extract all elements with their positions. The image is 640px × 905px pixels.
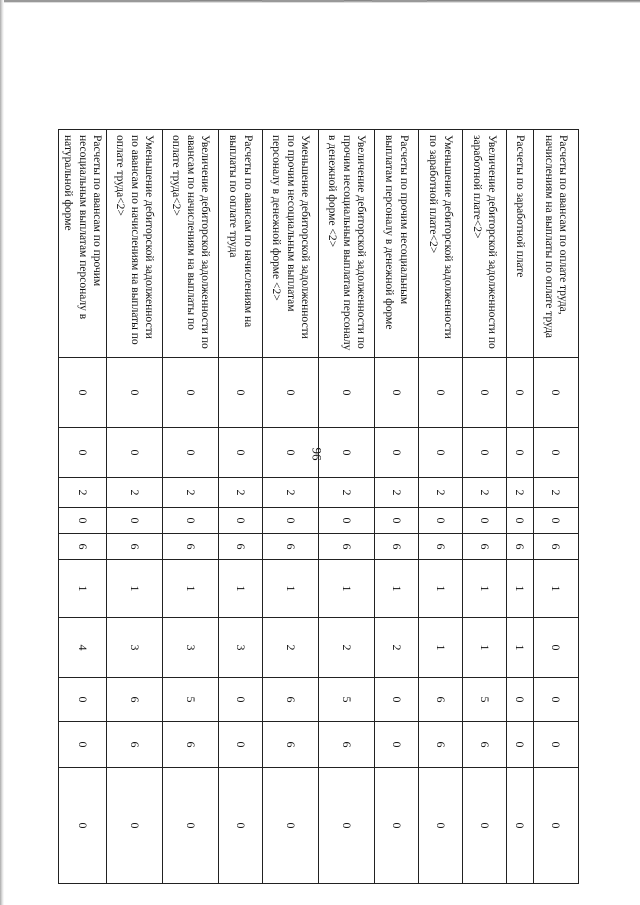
row-label: Расчеты по авансам по начислениям на выплаты по оплате труда [219, 130, 263, 358]
code-cell: 1 [507, 560, 534, 618]
code-cell: 2 [107, 478, 163, 508]
code-cell: 0 [375, 428, 419, 478]
code-cell: 0 [219, 768, 263, 884]
table-row [319, 130, 375, 884]
code-cell: 6 [419, 722, 463, 768]
code-cell: 6 [163, 534, 219, 560]
code-cell: 6 [107, 678, 163, 722]
code-cell: 0 [507, 428, 534, 478]
code-cell: 1 [419, 560, 463, 618]
code-cell: 2 [219, 478, 263, 508]
code-cell: 0 [58, 722, 106, 768]
code-cell: 1 [163, 560, 219, 618]
code-cell: 0 [534, 358, 579, 428]
code-cell: 0 [263, 358, 319, 428]
code-cell: 6 [419, 534, 463, 560]
scan-mark [262, 0, 344, 2]
code-cell: 0 [219, 508, 263, 534]
code-cell: 6 [219, 534, 263, 560]
code-cell: 6 [58, 534, 106, 560]
code-cell: 6 [507, 534, 534, 560]
code-cell: 1 [507, 618, 534, 678]
code-cell: 1 [107, 560, 163, 618]
code-cell: 0 [263, 768, 319, 884]
code-cell: 6 [463, 534, 507, 560]
code-cell: 0 [507, 768, 534, 884]
code-cell: 1 [419, 618, 463, 678]
code-cell: 2 [319, 618, 375, 678]
code-cell: 0 [219, 428, 263, 478]
code-cell: 0 [219, 358, 263, 428]
code-cell: 0 [107, 428, 163, 478]
code-cell: 0 [319, 428, 375, 478]
code-cell: 0 [534, 768, 579, 884]
row-label: Увеличение дебиторской задолженности по заработной плате<2> [463, 130, 507, 358]
code-cell: 3 [107, 618, 163, 678]
table-body [58, 130, 578, 884]
code-cell: 0 [463, 768, 507, 884]
code-cell: 2 [463, 478, 507, 508]
table-row [507, 130, 534, 884]
code-cell: 1 [58, 560, 106, 618]
scan-mark [372, 0, 427, 2]
row-label: Уменьшение дебиторской задолженности по прочим несоциальным выплатам персоналу в денежной форме <2> [263, 130, 319, 358]
table-landscape [62, 129, 579, 883]
table-row [163, 130, 219, 884]
table-row [107, 130, 163, 884]
code-cell: 1 [534, 560, 579, 618]
code-cell: 0 [58, 678, 106, 722]
code-cell: 0 [534, 618, 579, 678]
code-cell: 6 [107, 534, 163, 560]
code-cell: 3 [219, 618, 263, 678]
row-label: Расчеты по авансам по прочим несоциальным выплатам персоналу в натуральной форме [58, 130, 106, 358]
code-cell: 0 [463, 508, 507, 534]
code-cell: 0 [319, 768, 375, 884]
code-cell: 5 [463, 678, 507, 722]
code-cell: 5 [319, 678, 375, 722]
row-label: Уменьшение дебиторской задолженности по авансам по начислениям на выплаты по оплате труда<2> [107, 130, 163, 358]
code-cell: 6 [263, 534, 319, 560]
code-cell: 2 [507, 478, 534, 508]
code-cell: 2 [375, 618, 419, 678]
row-label: Увеличение дебиторской задолженности по авансам по начислениям на выплаты по оплате труда<2> [163, 130, 219, 358]
code-cell: 0 [534, 722, 579, 768]
code-cell: 0 [107, 768, 163, 884]
code-cell: 0 [219, 678, 263, 722]
table-row [534, 130, 579, 884]
table-rotation-wrapper [62, 129, 579, 883]
code-cell: 0 [375, 508, 419, 534]
code-cell: 0 [419, 358, 463, 428]
scan-mark [0, 0, 190, 2]
code-cell: 0 [463, 358, 507, 428]
code-cell: 3 [163, 618, 219, 678]
table-row [58, 130, 106, 884]
code-cell: 2 [419, 478, 463, 508]
code-cell: 0 [507, 678, 534, 722]
table-row [463, 130, 507, 884]
table-row [375, 130, 419, 884]
code-cell: 0 [163, 508, 219, 534]
classification-table [58, 129, 579, 884]
code-cell: 1 [463, 560, 507, 618]
code-cell: 0 [58, 508, 106, 534]
row-label: Расчеты по прочим несоциальным выплатам персоналу в денежной форме [375, 130, 419, 358]
code-cell: 6 [319, 534, 375, 560]
code-cell: 2 [163, 478, 219, 508]
code-cell: 6 [419, 678, 463, 722]
code-cell: 6 [463, 722, 507, 768]
code-cell: 0 [107, 358, 163, 428]
page-number: 96 [309, 447, 325, 461]
code-cell: 0 [534, 678, 579, 722]
code-cell: 1 [375, 560, 419, 618]
code-cell: 6 [163, 722, 219, 768]
code-cell: 1 [219, 560, 263, 618]
code-cell: 0 [58, 428, 106, 478]
code-cell: 2 [58, 478, 106, 508]
code-cell: 0 [507, 508, 534, 534]
code-cell: 0 [58, 358, 106, 428]
code-cell: 0 [419, 768, 463, 884]
code-cell: 2 [375, 478, 419, 508]
code-cell: 6 [263, 722, 319, 768]
code-cell: 0 [263, 508, 319, 534]
code-cell: 1 [263, 560, 319, 618]
code-cell: 0 [163, 358, 219, 428]
code-cell: 0 [319, 508, 375, 534]
code-cell: 0 [507, 722, 534, 768]
code-cell: 4 [58, 618, 106, 678]
code-cell: 0 [163, 768, 219, 884]
code-cell: 0 [419, 508, 463, 534]
row-label: Расчеты по заработной плате [507, 130, 534, 358]
code-cell: 0 [375, 768, 419, 884]
code-cell: 0 [263, 428, 319, 478]
row-label: Уменьшение дебиторской задолженности по заработной плате<2> [419, 130, 463, 358]
code-cell: 0 [375, 722, 419, 768]
code-cell: 6 [319, 722, 375, 768]
code-cell: 0 [419, 428, 463, 478]
code-cell: 0 [375, 678, 419, 722]
code-cell: 0 [319, 358, 375, 428]
code-cell: 6 [375, 534, 419, 560]
code-cell: 0 [534, 428, 579, 478]
row-label: Увеличение дебиторской задолженности по прочим несоциальным выплатам персоналу в денежной форме <2> [319, 130, 375, 358]
code-cell: 0 [507, 358, 534, 428]
table-row [419, 130, 463, 884]
code-cell: 6 [263, 678, 319, 722]
table-row [219, 130, 263, 884]
code-cell: 6 [107, 722, 163, 768]
code-cell: 0 [534, 508, 579, 534]
code-cell: 0 [107, 508, 163, 534]
table-row [263, 130, 319, 884]
code-cell: 1 [319, 560, 375, 618]
code-cell: 2 [263, 478, 319, 508]
code-cell: 2 [534, 478, 579, 508]
code-cell: 2 [319, 478, 375, 508]
scan-edge-left [0, 0, 4, 905]
code-cell: 2 [263, 618, 319, 678]
code-cell: 6 [534, 534, 579, 560]
code-cell: 0 [463, 428, 507, 478]
code-cell: 1 [463, 618, 507, 678]
row-label: Расчеты по авансам по оплате труда, начислениям на выплаты по оплате труда [534, 130, 579, 358]
code-cell: 0 [219, 722, 263, 768]
code-cell: 0 [163, 428, 219, 478]
code-cell: 5 [163, 678, 219, 722]
code-cell: 0 [58, 768, 106, 884]
code-cell: 0 [375, 358, 419, 428]
